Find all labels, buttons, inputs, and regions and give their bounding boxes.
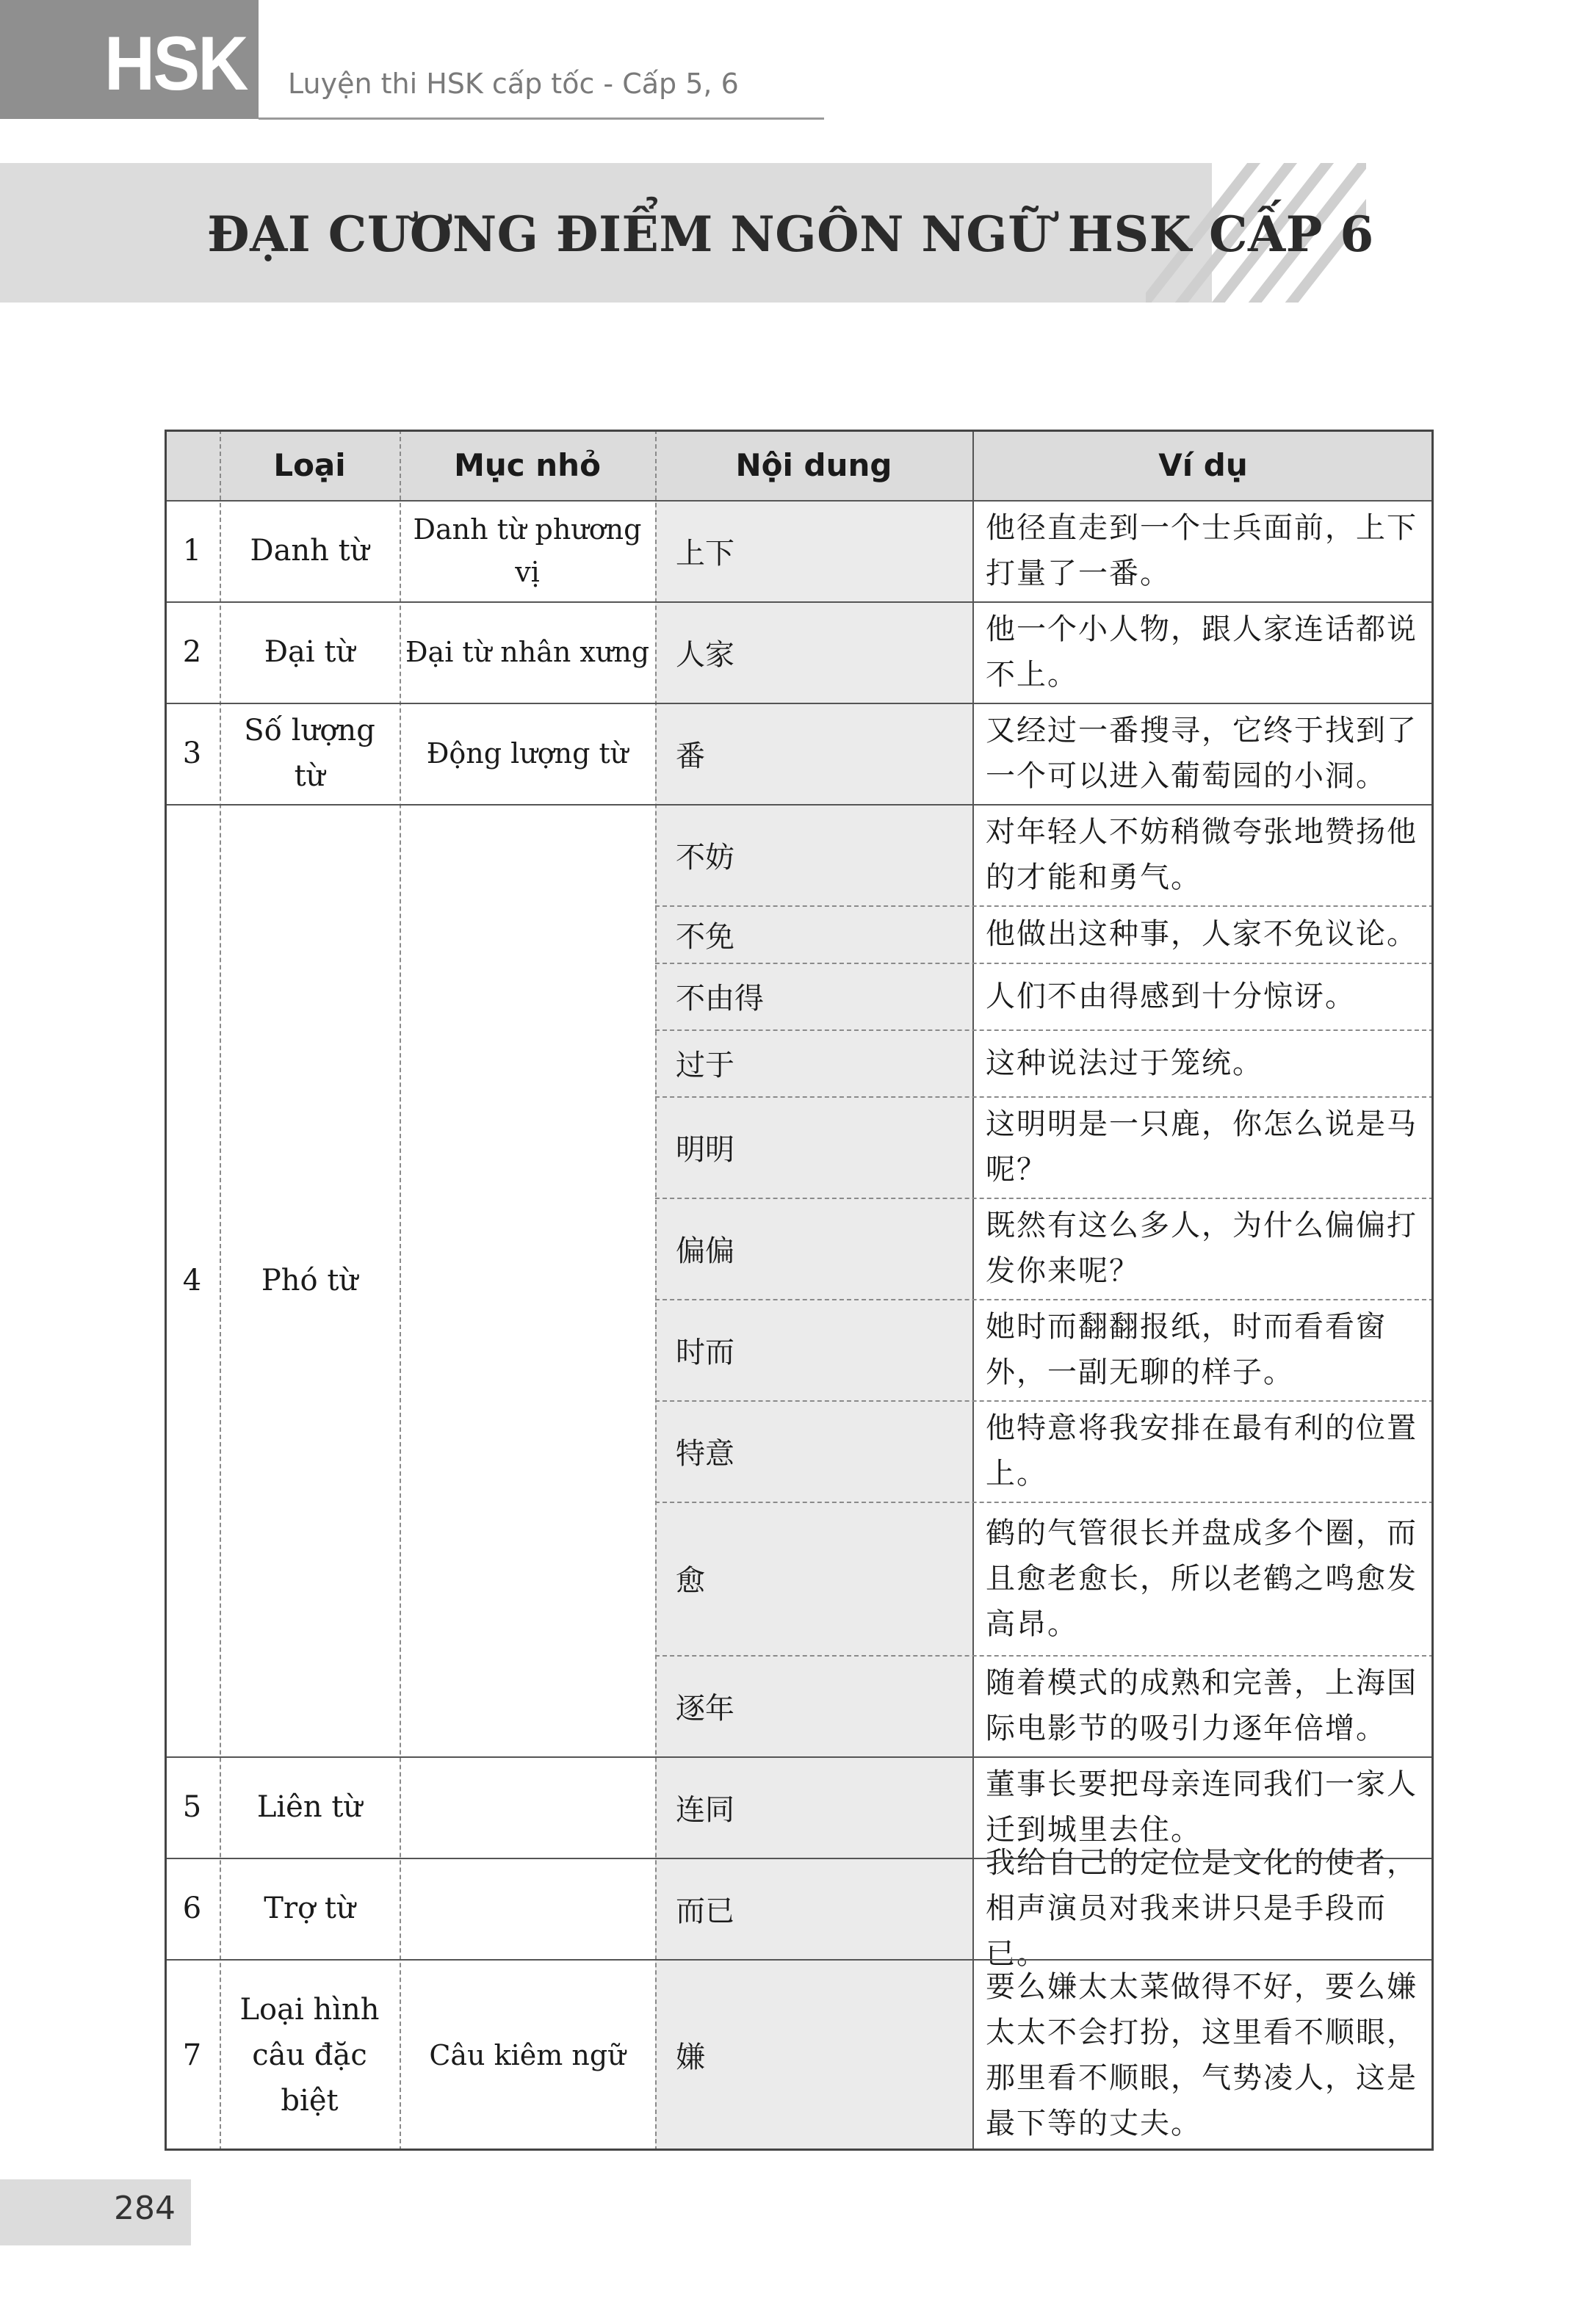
subcategory-cell: Danh từ phương vị: [413, 513, 642, 588]
category-cell: Số lượng từ: [244, 714, 375, 793]
row-number: 5: [182, 1790, 202, 1824]
example-cell: 我给自己的定位是文化的使者，相声演员对我来讲只是手段而已。: [986, 1846, 1418, 1971]
example-cell: 这明明是一只鹿，你怎么说是马呢？: [986, 1107, 1418, 1187]
content-cell: 不免: [655, 905, 972, 963]
header-content: Nội dung: [735, 446, 892, 483]
example-cell: 人们不由得感到十分惊讶。: [986, 979, 1356, 1013]
content-cell: 愈: [655, 1502, 972, 1655]
page-number: 284: [114, 2190, 176, 2227]
example-cell: 又经过一番搜寻，它终于找到了一个可以进入葡萄园的小洞。: [986, 714, 1418, 793]
content-cell: 偏偏: [655, 1198, 972, 1299]
row-number: 6: [182, 1892, 202, 1925]
hsk-logo: HSK: [104, 21, 247, 106]
content-cell: 人家: [655, 601, 972, 703]
header-rule: [259, 117, 824, 120]
content-cell: 番: [655, 703, 972, 804]
example-cell: 这种说法过于笼统。: [986, 1046, 1263, 1080]
example-cell: 随着模式的成熟和完善，上海国际电影节的吸引力逐年倍增。: [986, 1666, 1418, 1745]
grammar-table: [165, 430, 1434, 2151]
example-cell: 董事长要把母亲连同我们一家人迁到城里去住。: [986, 1767, 1418, 1847]
content-cell: 连同: [655, 1756, 972, 1858]
header-subcategory: Mục nhỏ: [454, 446, 601, 483]
content-cell: 不妨: [655, 804, 972, 905]
running-head: Luyện thi HSK cấp tốc - Cấp 5, 6: [288, 68, 739, 100]
row-number: 3: [182, 736, 202, 770]
content-cell: 逐年: [655, 1655, 972, 1756]
row-number: 1: [182, 534, 202, 568]
content-cell: 不由得: [655, 963, 972, 1029]
content-cell: 过于: [655, 1029, 972, 1096]
content-cell: 明明: [655, 1096, 972, 1198]
content-cell: 时而: [655, 1299, 972, 1400]
subcategory-cell: Đại từ nhân xưng: [405, 636, 650, 668]
example-cell: 他做出这种事，人家不免议论。: [986, 917, 1418, 951]
header-example: Ví dụ: [1158, 446, 1248, 483]
example-cell: 他一个小人物，跟人家连话都说不上。: [986, 612, 1418, 692]
subcategory-cell: Câu kiêm ngữ: [429, 2038, 626, 2071]
category-cell: Danh từ: [250, 534, 369, 568]
hsk-logo-box: [0, 0, 259, 119]
content-cell: 而已: [655, 1858, 972, 1959]
content-cell: 上下: [655, 500, 972, 601]
category-cell: Liên từ: [256, 1790, 363, 1824]
example-cell: 他特意将我安排在最有利的位置上。: [986, 1411, 1418, 1491]
example-cell: 鹤的气管很长并盘成多个圈，而且愈老愈长，所以老鹤之鸣愈发高昂。: [986, 1516, 1418, 1641]
table-border: [165, 430, 1434, 2151]
row-number: 7: [182, 2038, 202, 2072]
example-cell: 要么嫌太太菜做得不好，要么嫌太太不会打扮，这里看不顺眼，那里看不顺眼，气势凌人，这是最下等的丈夫。: [986, 1969, 1418, 2140]
category-cell: Phó từ: [261, 1263, 358, 1297]
category-cell: Loại hình câu đặc biệt: [239, 1992, 380, 2118]
subcategory-cell: Động lượng từ: [426, 737, 629, 770]
example-cell: 他径直走到一个士兵面前，上下打量了一番。: [986, 511, 1418, 590]
example-cell: 她时而翻翻报纸，时而看看窗外，一副无聊的样子。: [986, 1310, 1387, 1389]
example-cell: 对年轻人不妨稍微夸张地赞扬他的才能和勇气。: [986, 815, 1418, 894]
example-cell: 既然有这么多人，为什么偏偏打发你来呢？: [986, 1209, 1418, 1288]
category-cell: Trợ từ: [264, 1892, 355, 1925]
page-title: ĐẠI CƯƠNG ĐIỂM NGÔN NGỮ HSK CẤP 6: [207, 206, 1374, 263]
content-cell: 特意: [655, 1400, 972, 1502]
header-category: Loại: [273, 446, 346, 483]
category-cell: Đại từ: [264, 635, 355, 669]
row-number: 2: [182, 635, 202, 669]
row-number: 4: [182, 1263, 202, 1297]
content-cell: 嫌: [655, 1959, 972, 2151]
